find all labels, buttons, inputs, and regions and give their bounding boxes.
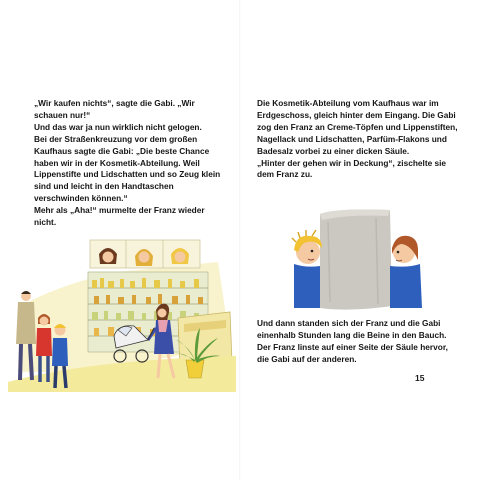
paragraph: Und das war ja nun wirklich nicht gelogen. [34,121,202,132]
store-illustration [8,232,236,392]
right-page-text-bottom [257,318,462,366]
left-page-text [34,98,224,229]
paragraph: „Wir kaufen nichts“, sagte die Gabi. „Wir schauen nur!“ [34,98,195,120]
paragraph: Die Kosmetik-Abteilung vom Kaufhaus war im Erdgeschoss, gleich hinter dem Eingang. Die Gabi zog den Franz an Creme-Töpfen und Lippenstiften, Nagellack und Lidschatten, Parfüm-Flakons und Badesalz vorbei zu einer dicken Säule. [257,98,458,156]
paragraph: Und dann standen sich der Franz und die Gabi einenhalb Stunden lang die Beine in den Bauch. Der Franz linste auf einer Seite der Säule hervor, die Gabi auf der anderen. [257,318,448,364]
paragraph: Mehr als „Aha!“ murmelte der Franz wieder nicht. [34,205,205,228]
right-page-text-top [257,98,462,181]
paragraph: „Hinter der gehen wir in Deckung“, zischelte sie dem Franz zu. [257,157,447,180]
page-number: 15 [415,373,425,383]
pillar-illustration [280,208,440,312]
right-page [240,0,480,480]
paragraph: Bei der Straßenkreuzung vor dem großen Kaufhaus sagte die Gabi: „Die beste Chance haben wir in der Kosmetik-Abteilung. Weil Lippenstifte und Lidschatten und so Zeug klein sind und leicht in den Handtaschen verschwinden können.“ [34,133,221,204]
